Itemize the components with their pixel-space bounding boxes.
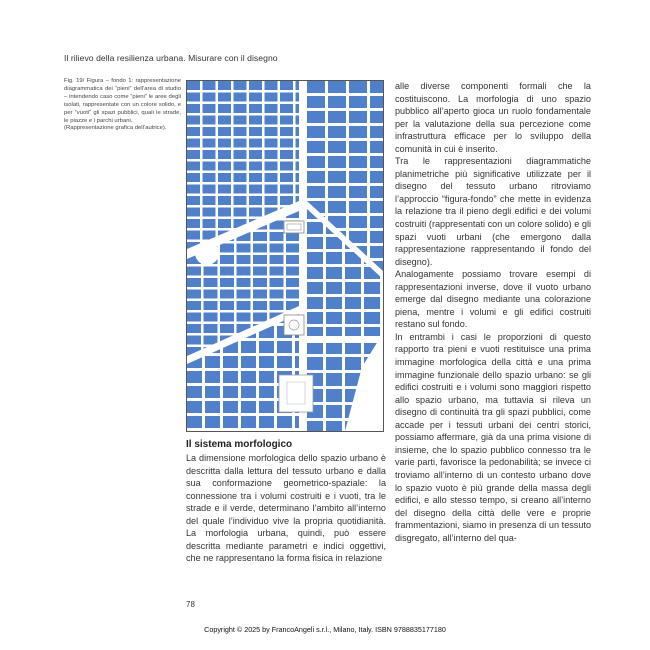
city-block [307,297,323,309]
city-block [218,162,231,171]
city-block [237,278,251,287]
roundabout-piazza [195,241,219,265]
city-block [218,150,231,159]
city-block [249,208,262,217]
city-block [249,116,262,125]
city-block [370,96,383,108]
city-block [220,313,234,322]
city-block [234,93,247,102]
city-block [187,127,200,136]
city-block [237,267,251,276]
figure-ground-map [186,80,384,432]
city-block [326,405,342,418]
city-block [220,267,234,276]
city-block [370,111,383,123]
city-block [328,81,346,93]
city-block [203,162,216,171]
city-block [345,282,361,294]
city-block [187,162,200,171]
city-block [370,231,383,243]
square-with-fountain [284,315,304,335]
city-block [241,371,256,383]
city-block [205,356,220,368]
city-block [187,196,200,205]
city-block [265,173,278,182]
city-block [205,386,220,398]
city-block [307,282,323,294]
city-block [234,219,247,228]
city-block [249,196,262,205]
city-block [241,401,256,413]
city-block [204,267,218,276]
city-block [345,267,361,279]
city-block [307,171,325,183]
city-block [307,237,323,249]
city-block [296,81,309,90]
city-block [349,96,367,108]
city-block [218,81,231,90]
city-block [349,186,367,198]
city-block [223,341,238,353]
city-block [370,126,383,138]
city-block [328,96,346,108]
city-block [220,290,234,299]
city-block [253,301,267,310]
city-block [204,336,218,345]
city-block [187,81,200,90]
city-block [296,150,309,159]
city-block [370,216,383,228]
city-block [349,201,367,213]
city-block [203,150,216,159]
city-block [237,324,251,333]
city-block [253,255,267,264]
city-block [218,208,231,217]
city-block [307,267,323,279]
city-block [234,173,247,182]
city-block [307,201,325,213]
city-block [349,111,367,123]
city-block [204,278,218,287]
city-block [296,93,309,102]
city-block [218,127,231,136]
city-block [286,290,300,299]
city-block [187,386,202,398]
city-block [259,386,274,398]
city-block [187,347,201,356]
city-block [326,252,342,264]
city-block [265,127,278,136]
city-block [345,252,361,264]
city-block [223,401,238,413]
city-block [187,185,200,194]
city-block [345,312,361,324]
city-block [280,185,293,194]
city-block [265,139,278,148]
city-block [187,231,200,240]
city-block [270,255,284,264]
city-block [349,156,367,168]
city-block [280,150,293,159]
city-block [259,356,274,368]
city-block [249,219,262,228]
city-block [203,139,216,148]
city-block [364,327,380,339]
paragraph: In entrambi i casi le proporzioni di questo rapporto tra pieni e vuoti restituisce una prima immagine morfologica della città e una prima immagine funzionale dello spazio urbano: se gli edifici costruiti e i volumi sono maggiori rispetto allo spazio urbano, ma tuttavia si rileva un disegno di continuità tra gli spazi pubblici, come accade per i tessuti urbani dei centri storici, possiamo affermare, già da una prima visione di insieme, che lo spazio pubblico connesso tra le varie parti, favorisce la pedonabilità; se invece ci troviamo all’interno di un contesto urbano dove lo spazio vuoto è più grande della massa degli edifici, e allo stesso tempo, si creano all’interno del disegno della città delle vere e proprie frammentazioni, siamo in presenza di un tessuto disgregato, all’interno del qua- [395,331,591,543]
city-block [234,127,247,136]
city-block [187,324,201,333]
city-block [277,356,292,368]
city-block [328,171,346,183]
city-block [234,81,247,90]
city-block [364,282,380,294]
city-block [205,401,220,413]
city-block [307,222,323,234]
city-block [349,216,367,228]
caption-credit: (Rappresentazione grafica dell’autrice). [64,125,167,132]
city-block [220,255,234,264]
city-block [265,196,278,205]
city-block [307,186,325,198]
city-block [270,301,284,310]
city-block [187,278,201,287]
city-block [218,196,231,205]
copyright-notice: Copyright © 2025 by FrancoAngeli s.r.l., Milano, Italy. ISBN 9788835177180 [204,625,446,634]
city-block [205,416,220,428]
city-block [187,93,200,102]
city-block [270,244,284,253]
city-block [253,313,267,322]
city-block [286,278,300,287]
city-block [259,401,274,413]
section-body: La dimensione morfologica dello spazio urbano è descritta dalla lettura del tessuto urbano e dalla sua conformazione geometrico-spaziale: la connessione tra i volumi costruiti e i vuoti, tra le strade e il verde, determinano l’ambito all’interno del quale l’individuo vive la propria quotidianità. La morfologia urbana, quindi, può essere descritta mediante parametri e indici oggettivi, che ne rappresentano la forma fisica in relazione [186,453,386,564]
city-block [328,111,346,123]
city-block [265,208,278,217]
city-block [253,244,267,253]
city-block [187,290,201,299]
city-block [286,301,300,310]
city-block [249,93,262,102]
city-block [280,173,293,182]
city-block [234,150,247,159]
city-block [187,371,202,383]
city-block [307,141,325,153]
city-block [220,278,234,287]
city-block [349,231,367,243]
city-block [326,327,342,339]
city-block [220,301,234,310]
city-block [270,221,284,230]
city-block [203,127,216,136]
city-block [203,81,216,90]
city-block [259,341,274,353]
city-block [364,297,380,309]
city-block [187,401,202,413]
city-block [345,297,361,309]
city-block [328,216,346,228]
city-block [370,246,383,258]
city-block [326,421,342,431]
city-block [203,231,216,240]
city-block [307,421,323,431]
city-block [307,111,325,123]
figure-ground-diagram [187,81,383,431]
city-block [218,231,231,240]
city-block [280,162,293,171]
city-block [237,232,251,241]
city-block [218,185,231,194]
city-block [370,81,383,93]
city-block [345,357,361,370]
city-block [277,341,292,353]
city-block [218,116,231,125]
paragraph: alle diverse componenti formali che la costituiscono. La morfologia di uno spazio pubblico all’aperto gioca un ruolo fondamentale per la valutazione della sua percezione come infrastruttura efficace per lo sviluppo della comunità in cui è inserito. [395,81,591,154]
city-block [187,104,200,113]
city-block [280,196,293,205]
city-block [237,244,251,253]
city-block [328,201,346,213]
page-number: 78 [186,600,195,609]
city-block [307,357,323,370]
city-block [328,141,346,153]
city-block [370,141,383,153]
city-block [307,156,325,168]
city-block [253,267,267,276]
city-block [223,371,238,383]
city-block [307,252,323,264]
city-block [370,156,383,168]
city-block [370,201,383,213]
city-block [345,341,361,354]
city-block [370,186,383,198]
city-block [234,162,247,171]
city-block [241,341,256,353]
city-block [270,313,284,322]
city-block [204,301,218,310]
city-block [249,162,262,171]
city-block [249,104,262,113]
city-block [270,290,284,299]
city-block [237,313,251,322]
city-block [203,196,216,205]
city-block [204,324,218,333]
city-block [370,171,383,183]
city-block [253,232,267,241]
city-block [241,356,256,368]
city-block [187,116,200,125]
city-block [307,312,323,324]
section-heading: Il sistema morfologico [186,439,293,450]
city-block [326,373,342,386]
city-block [259,371,274,383]
city-block [234,139,247,148]
city-block [280,127,293,136]
city-block [265,150,278,159]
city-block [237,301,251,310]
right-column [395,80,591,544]
park-void [279,375,313,412]
city-block [205,371,220,383]
city-block [234,185,247,194]
paragraph: Analogamente possiamo trovare esempi di rappresentazioni inverse, dove il vuoto urbano emerge dal disegno mediante una colorazione piena, mentre i volumi e gli edifici costruiti restano sul fondo. [395,269,591,330]
figure-caption [64,78,181,133]
city-block [241,386,256,398]
city-block [296,196,309,205]
city-block [296,139,309,148]
city-block [249,127,262,136]
city-block [326,357,342,370]
city-block [326,267,342,279]
city-block [265,185,278,194]
city-block [286,255,300,264]
city-block [307,96,325,108]
city-block [270,267,284,276]
city-block [296,116,309,125]
city-block [277,416,292,428]
city-block [364,312,380,324]
city-block [220,336,234,345]
city-block [265,104,278,113]
city-block [187,208,200,217]
city-block [223,416,238,428]
city-block [326,389,342,402]
city-block [218,104,231,113]
city-block [265,81,278,90]
city-block [218,219,231,228]
city-block [203,185,216,194]
running-header: Il rilievo della resilienza urbana. Misurare con il disegno [64,53,278,63]
city-block [187,301,201,310]
city-block [345,327,361,339]
city-block [326,341,342,354]
city-block [280,81,293,90]
city-block [241,416,256,428]
city-block [187,313,201,322]
city-block [280,116,293,125]
city-block [328,126,346,138]
city-block [253,221,267,230]
city-block [187,416,202,428]
city-block [203,208,216,217]
city-block [187,356,202,368]
city-block [249,185,262,194]
city-block [187,219,200,228]
city-block [204,313,218,322]
caption-text: Fig. 19/ Figura – fondo 1: rappresentazione diagrammatica dei “pieni” dell’area di studio – intendendo caso come “pieni” le aree degli isolati, rappresentate con un colore solido, e per “vuoti” gli spazi pubblici, quali le strade, le piazze e i parchi urbani. [64,78,181,124]
city-block [223,386,238,398]
city-block [249,150,262,159]
city-block [328,186,346,198]
city-block [237,255,251,264]
city-block [296,173,309,182]
city-block [296,104,309,113]
city-block [259,326,274,338]
city-block [249,81,262,90]
city-block [234,104,247,113]
city-block [349,141,367,153]
city-block [234,116,247,125]
city-block [218,173,231,182]
city-block [187,173,200,182]
city-block [286,209,300,218]
city-block [203,173,216,182]
city-block [203,116,216,125]
city-block [237,290,251,299]
city-block [296,185,309,194]
city-block [349,126,367,138]
city-block [307,327,323,339]
city-block [218,93,231,102]
city-block [286,267,300,276]
city-block [187,150,200,159]
city-block [280,139,293,148]
city-block [307,81,325,93]
city-block [234,196,247,205]
paragraph: Tra le rappresentazioni diagrammatiche planimetriche più significative utilizzate per il disegno del tessuto urbano ritroviamo l’approccio “figura-fondo” che mette in evidenza la relazione tra il pieno degli edifici e dei volumi costruiti (rappresentati con un colore solido) e gli spazi vuoti urbani (che emergono dalla rappresentazione rappresentando il fondo del disegno). [395,156,591,267]
city-block [218,139,231,148]
city-block [307,126,325,138]
city-block [187,267,201,276]
city-block [326,282,342,294]
city-block [328,156,346,168]
city-block [249,139,262,148]
city-block [364,267,380,279]
city-block [204,290,218,299]
city-block [187,139,200,148]
city-block [280,104,293,113]
city-block [203,104,216,113]
city-block [187,336,201,345]
city-block [270,278,284,287]
city-block [326,237,342,249]
city-block [220,244,234,253]
city-block [307,341,323,354]
city-block [249,173,262,182]
city-block [280,93,293,102]
city-block [223,356,238,368]
city-block [286,244,300,253]
city-block [296,127,309,136]
city-block [253,290,267,299]
city-block [259,416,274,428]
city-block [296,162,309,171]
city-block [326,312,342,324]
city-block [270,232,284,241]
city-block [326,297,342,309]
city-block [234,208,247,217]
city-block [253,278,267,287]
city-block [220,324,234,333]
city-block [349,171,367,183]
city-block [265,162,278,171]
city-block [265,116,278,125]
city-block [265,93,278,102]
city-block [349,81,367,93]
city-block [203,219,216,228]
city-block [203,93,216,102]
